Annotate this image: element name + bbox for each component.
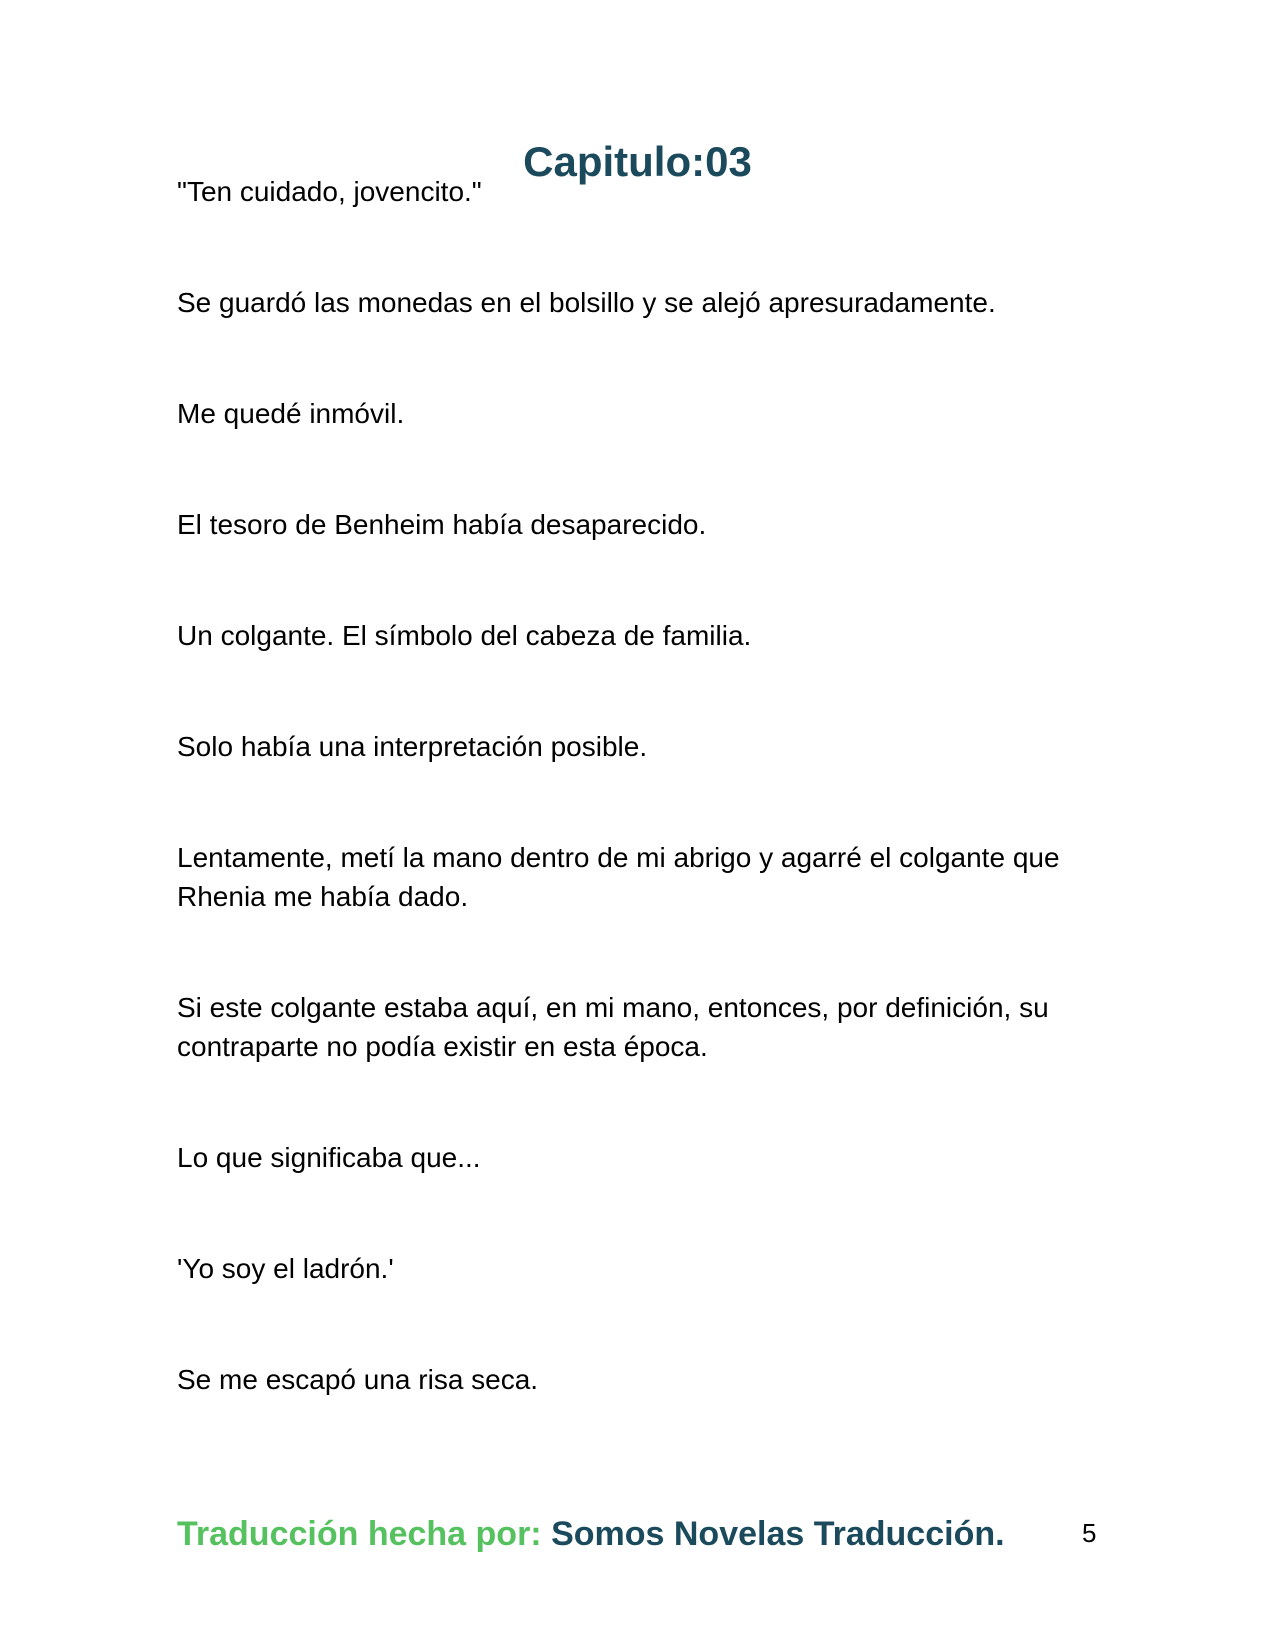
credit-label: Traducción hecha por: [177, 1515, 542, 1553]
page-number: 5 [1082, 1518, 1097, 1548]
paragraph: Si este colgante estaba aquí, en mi mano, entonces, por definición, su contraparte no podía existir en esta época. [177, 992, 1049, 1062]
paragraph: Se guardó las monedas en el bolsillo y se alejó apresuradamente. [177, 287, 996, 318]
paragraph: 'Yo soy el ladrón.' [177, 1253, 394, 1284]
paragraph: Un colgante. El símbolo del cabeza de familia. [177, 620, 752, 651]
chapter-body [177, 172, 1107, 1471]
paragraph: Lo que significaba que... [177, 1142, 481, 1173]
paragraph: El tesoro de Benheim había desaparecido. [177, 509, 707, 540]
chapter-title: Capitulo:03 [523, 138, 752, 186]
translation-credit [177, 1512, 1005, 1556]
paragraph: Solo había una interpretación posible. [177, 731, 648, 762]
paragraph: "Ten cuidado, jovencito." [177, 176, 482, 207]
paragraph: Lentamente, metí la mano dentro de mi abrigo y agarré el colgante que Rhenia me había dado. [177, 842, 1060, 912]
credit-name: Somos Novelas Traducción. [551, 1515, 1005, 1553]
paragraph: Se me escapó una risa seca. [177, 1364, 539, 1395]
paragraph: Me quedé inmóvil. [177, 398, 405, 429]
